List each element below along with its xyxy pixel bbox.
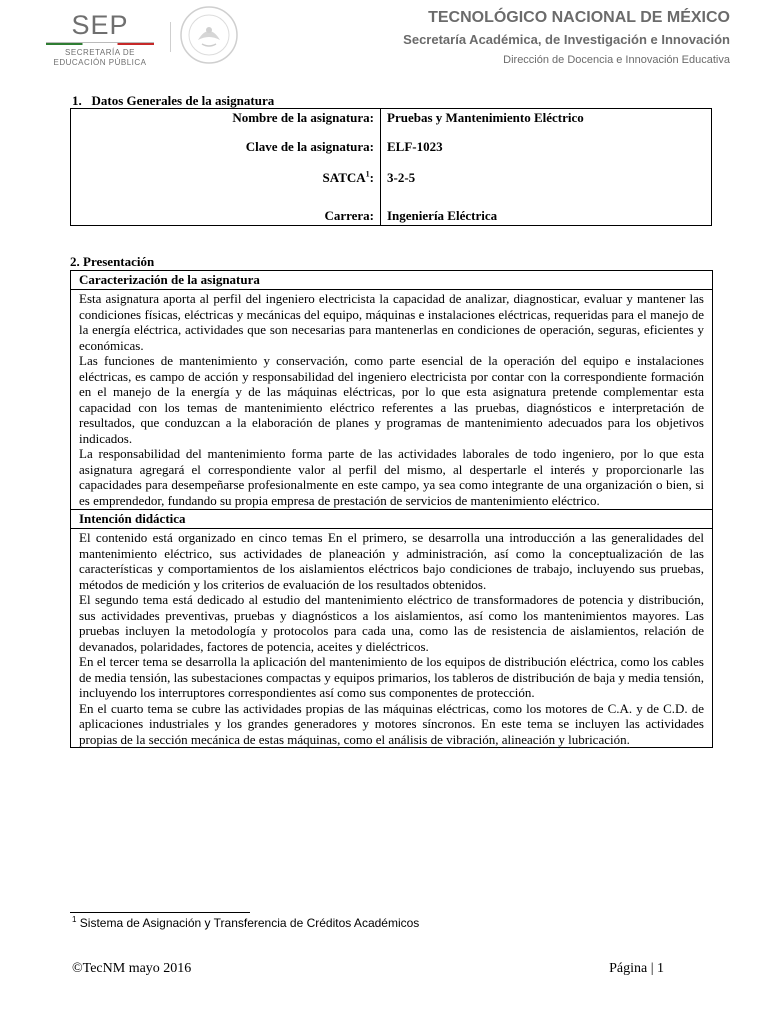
footnote-ref: 1 — [365, 169, 370, 179]
paragraph: El segundo tema está dedicado al estudio del mantenimiento eléctrico de transformadores de potencia y distribución, sus actividades preventivas, pruebas y diagnósticos a los aislamientos, así como los mantenimientos mayores. Las pruebas incluyen la metodología y protocolos para cada una, como las de resistencia de aislamientos, relación de devanados, polaridades, factores de potencia, aceites y dieléctricos. — [79, 592, 704, 654]
career-label: Carrera: — [71, 193, 381, 226]
subject-key-label: Clave de la asignatura: — [71, 131, 381, 162]
subject-name-value: Pruebas y Mantenimiento Eléctrico — [381, 109, 712, 132]
subject-key-value: ELF-1023 — [381, 131, 712, 162]
sep-logo-text: SEP — [71, 10, 129, 40]
paragraph: Esta asignatura aporta al perfil del ingeniero electricista la capacidad de analizar, diagnosticar, evaluar y mantener las condiciones físicas, eléctricas y mecánicas del equipo, máquinas e instalaciones eléctricas, requeridas para el manejo de la energía eléctrica, actividades que son necesarias para mantenerlas en condiciones de operación, seguras, eficientes y económicas. — [79, 291, 704, 353]
paragraph: En el cuarto tema se cubre las actividades propias de las máquinas eléctricas, como los motores de C.A. y de C.D. de aplicaciones industriales y los grandes generadores y motores síncronos. En este tema se incluyen las actividades propias de la sección mecánica de estas máquinas, como el análisis de vibración, alineación y lubricación. — [79, 700, 704, 747]
footnote — [72, 916, 419, 930]
career-value: Ingeniería Eléctrica — [381, 193, 712, 226]
satca-label-text: SATCA — [322, 169, 366, 185]
didactic-intention-heading: Intención didáctica — [71, 510, 712, 529]
footnote-text: Sistema de Asignación y Transferencia de Créditos Académicos — [76, 916, 420, 930]
section-1-title: 1. Datos Generales de la asignatura — [72, 93, 275, 108]
paragraph: Las funciones de mantenimiento y conservación, como parte esencial de la operación del equipo e instalaciones eléctricas, es campo de acción y responsabilidad del ingeniero electricista por contar con la correspondiente formación en el manejo de la energía y de las máquinas eléctricas, por lo que esta asignatura pretende complementar esta capacidad con los temas de mantenimiento eléctrico referentes a las pruebas, diagnósticos e interpretación de resultados, que conduzcan a la elaboración de planes y programas de mantenimiento adecuados para los objetivos indicados. — [79, 353, 704, 446]
table-row — [71, 109, 712, 132]
institution-title: TECNOLÓGICO NACIONAL DE MÉXICO — [428, 9, 730, 26]
sep-logo-subtitle-2: EDUCACIÓN PÚBLICA — [53, 58, 147, 67]
general-data-table — [70, 108, 712, 226]
satca-value: 3-2-5 — [381, 162, 712, 193]
table-row — [71, 162, 712, 193]
table-row — [71, 131, 712, 162]
characterization-heading: Caracterización de la asignatura — [71, 271, 712, 290]
paragraph: El contenido está organizado en cinco temas En el primero, se desarrolla una introducción a las generalidades del mantenimiento eléctrico, sus actividades de planeación y administración, así como la conceptualización de las características y comportamientos de los aislamientos eléctricos bajo condiciones de trabajo, incluyendo sus pruebas, métodos de medición y los criterios de evaluación de los resultados obtenidos. — [79, 530, 704, 592]
header-divider — [170, 22, 171, 52]
characterization-body — [71, 290, 712, 510]
page-number: Página | 1 — [609, 961, 664, 976]
section-2-title: 2. Presentación — [70, 254, 155, 269]
paragraph: En el tercer tema se desarrolla la aplicación del mantenimiento de los equipos de distribución eléctrica, como los cables de media tensión, las subestaciones compactas y equipos primarios, los tableros de distribución de baja y media tensión, incluyendo los interruptores correspondientes así como sus componentes de protección. — [79, 654, 704, 700]
institution-department: Dirección de Docencia e Innovación Educativa — [503, 54, 730, 66]
footnote-marker: 1 — [72, 915, 77, 924]
sep-logo — [40, 10, 160, 68]
copyright-footer: ©TecNM mayo 2016 — [72, 961, 192, 976]
subject-name-label: Nombre de la asignatura: — [71, 109, 381, 132]
table-row — [71, 193, 712, 226]
satca-label-colon: : — [369, 169, 374, 185]
mexico-seal-icon — [178, 4, 240, 66]
institution-header — [403, 8, 730, 68]
sep-logo-subtitle-1: SECRETARÍA DE — [65, 48, 135, 57]
presentation-box — [70, 270, 713, 748]
satca-label — [71, 162, 381, 193]
page-header — [0, 0, 768, 80]
institution-subtitle: Secretaría Académica, de Investigación e Innovación — [403, 32, 730, 47]
paragraph: La responsabilidad del mantenimiento forma parte de las actividades laborales de todo ingeniero, por lo que esta asignatura agregará el correspondiente valor al perfil del mismo, al despertarle el interés y proporcionarle las capacidades para desempeñarse profesionalmente en este campo, ya sea como integrante de una organización o bien, si es emprendedor, fundando su propia empresa de prestación de servicios de mantenimiento eléctrico. — [79, 446, 704, 508]
didactic-intention-body — [71, 529, 712, 747]
footnote-separator — [70, 912, 250, 913]
sep-logo-rule — [46, 42, 154, 45]
